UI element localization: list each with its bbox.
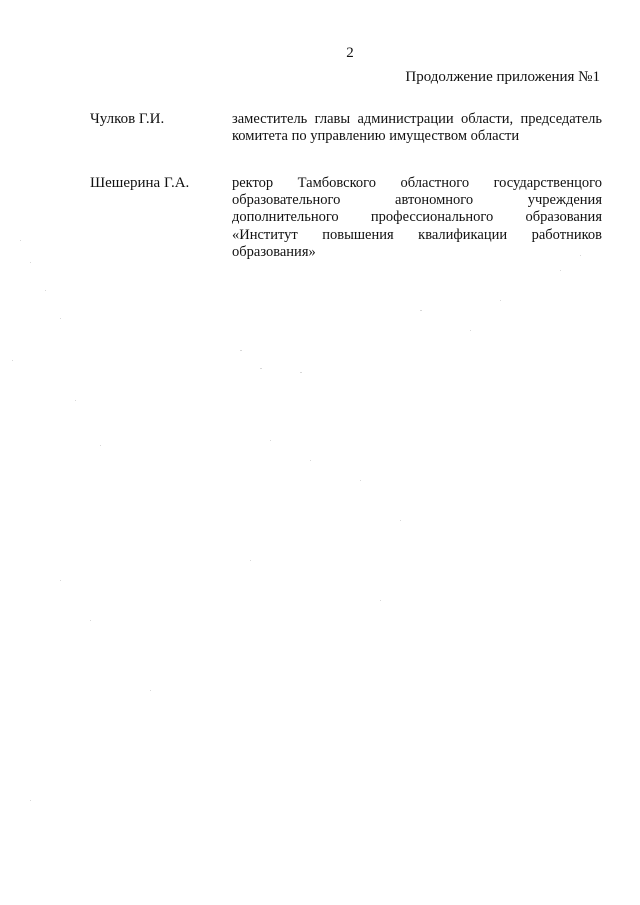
member-role: ректор Тамбовского областного государственцого образовательного автономного учреждения дополнительного профессионального образования «Институт повышения квалификации работников образования»	[232, 175, 602, 260]
member-name: Чулков Г.И.	[90, 111, 165, 127]
member-role: заместитель главы администрации области, председатель комитета по управлению имуществом области	[232, 111, 602, 145]
page-number: 2	[346, 45, 354, 61]
member-name: Шешерина Г.А.	[90, 175, 190, 191]
appendix-continuation-note: Продолжение приложения №1	[405, 69, 600, 85]
